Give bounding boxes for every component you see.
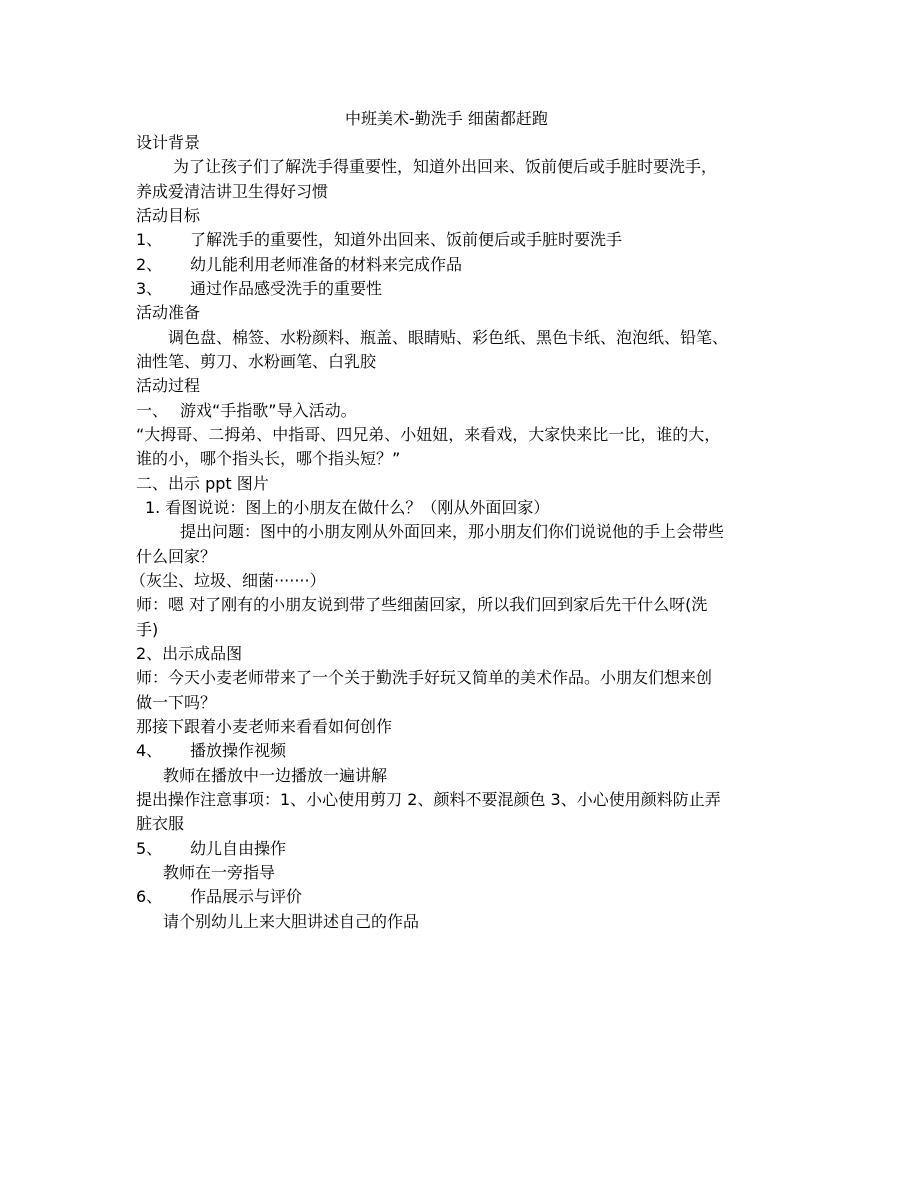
step-4-number: 4、	[136, 741, 163, 760]
goals-heading: 活动目标	[136, 206, 201, 225]
goal-3-text: 通过作品感受洗手的重要性	[190, 279, 383, 298]
teacher-text-3: 师：今天小麦老师带来了一个关于勤洗手好玩又简单的美术作品。小朋友们想来创	[136, 668, 713, 687]
sub-step-1: 1. 看图说说：图上的小朋友在做什么？（刚从外面回家）	[145, 498, 550, 517]
step-2-heading: 二、出示 ppt 图片	[136, 474, 269, 493]
step-5-detail: 教师在一旁指导	[163, 863, 276, 882]
process-heading: 活动过程	[136, 376, 201, 395]
sub-step-2: 2、出示成品图	[136, 644, 243, 663]
step-6-number: 6、	[136, 887, 163, 906]
goal-2-text: 幼儿能利用老师准备的材料来完成作品	[190, 255, 463, 274]
goal-1-number: 1、	[136, 230, 163, 249]
step-6-detail: 请个别幼儿上来大胆讲述自己的作品	[163, 912, 420, 931]
step-1-number: 一、	[136, 401, 169, 420]
preparation-text-2: 油性笔、剪刀、水粉画笔、白乳胶	[136, 352, 377, 371]
step-5-text: 幼儿自由操作	[190, 839, 287, 858]
goal-3-number: 3、	[136, 279, 163, 298]
teacher-text-1: 师：嗯 对了刚有的小朋友说到带了些细菌回家，所以我们回到家后先干什么呀(洗	[136, 595, 708, 614]
question-text-1: 提出问题：图中的小朋友刚从外面回来，那小朋友们你们说说他的手上会带些	[180, 522, 725, 541]
answer-text: （灰尘、垃圾、细菌·······）	[130, 571, 326, 590]
goal-2-number: 2、	[136, 255, 163, 274]
song-text-2: 谁的小，哪个指头长，哪个指头短？”	[136, 449, 401, 468]
question-text-2: 什么回家？	[136, 547, 217, 566]
teacher-text-4: 做一下吗？	[136, 693, 217, 712]
step-5-number: 5、	[136, 839, 163, 858]
document-title: 中班美术-勤洗手 细菌都赶跑	[345, 109, 548, 128]
step-1-text: 游戏“手指歌”导入活动。	[180, 401, 357, 420]
notes-text-2: 脏衣服	[136, 814, 185, 833]
notes-text-1: 提出操作注意事项：1、小心使用剪刀 2、颜料不要混颜色 3、小心使用颜料防止弄	[136, 790, 721, 809]
teacher-text-2: 手)	[136, 620, 159, 639]
step-4-text: 播放操作视频	[190, 741, 287, 760]
background-text-2: 养成爱清洁讲卫生得好习惯	[136, 182, 329, 201]
preparation-text-1: 调色盘、棉签、水粉颜料、瓶盖、眼睛贴、彩色纸、黑色卡纸、泡泡纸、铅笔、	[168, 328, 729, 347]
song-text-1: “大拇哥、二拇弟、中指哥、四兄弟、小妞妞，来看戏，大家快来比一比，谁的大，	[136, 425, 721, 444]
background-text-1: 为了让孩子们了解洗手得重要性，知道外出回来、饭前便后或手脏时要洗手，	[173, 157, 718, 176]
goal-1-text: 了解洗手的重要性，知道外出回来、饭前便后或手脏时要洗手	[190, 230, 623, 249]
preparation-heading: 活动准备	[136, 303, 201, 322]
step-4-detail: 教师在播放中一边播放一遍讲解	[163, 766, 388, 785]
step-6-text: 作品展示与评价	[190, 887, 303, 906]
teacher-text-5: 那接下跟着小麦老师来看看如何创作	[136, 717, 393, 736]
background-heading: 设计背景	[136, 133, 201, 152]
